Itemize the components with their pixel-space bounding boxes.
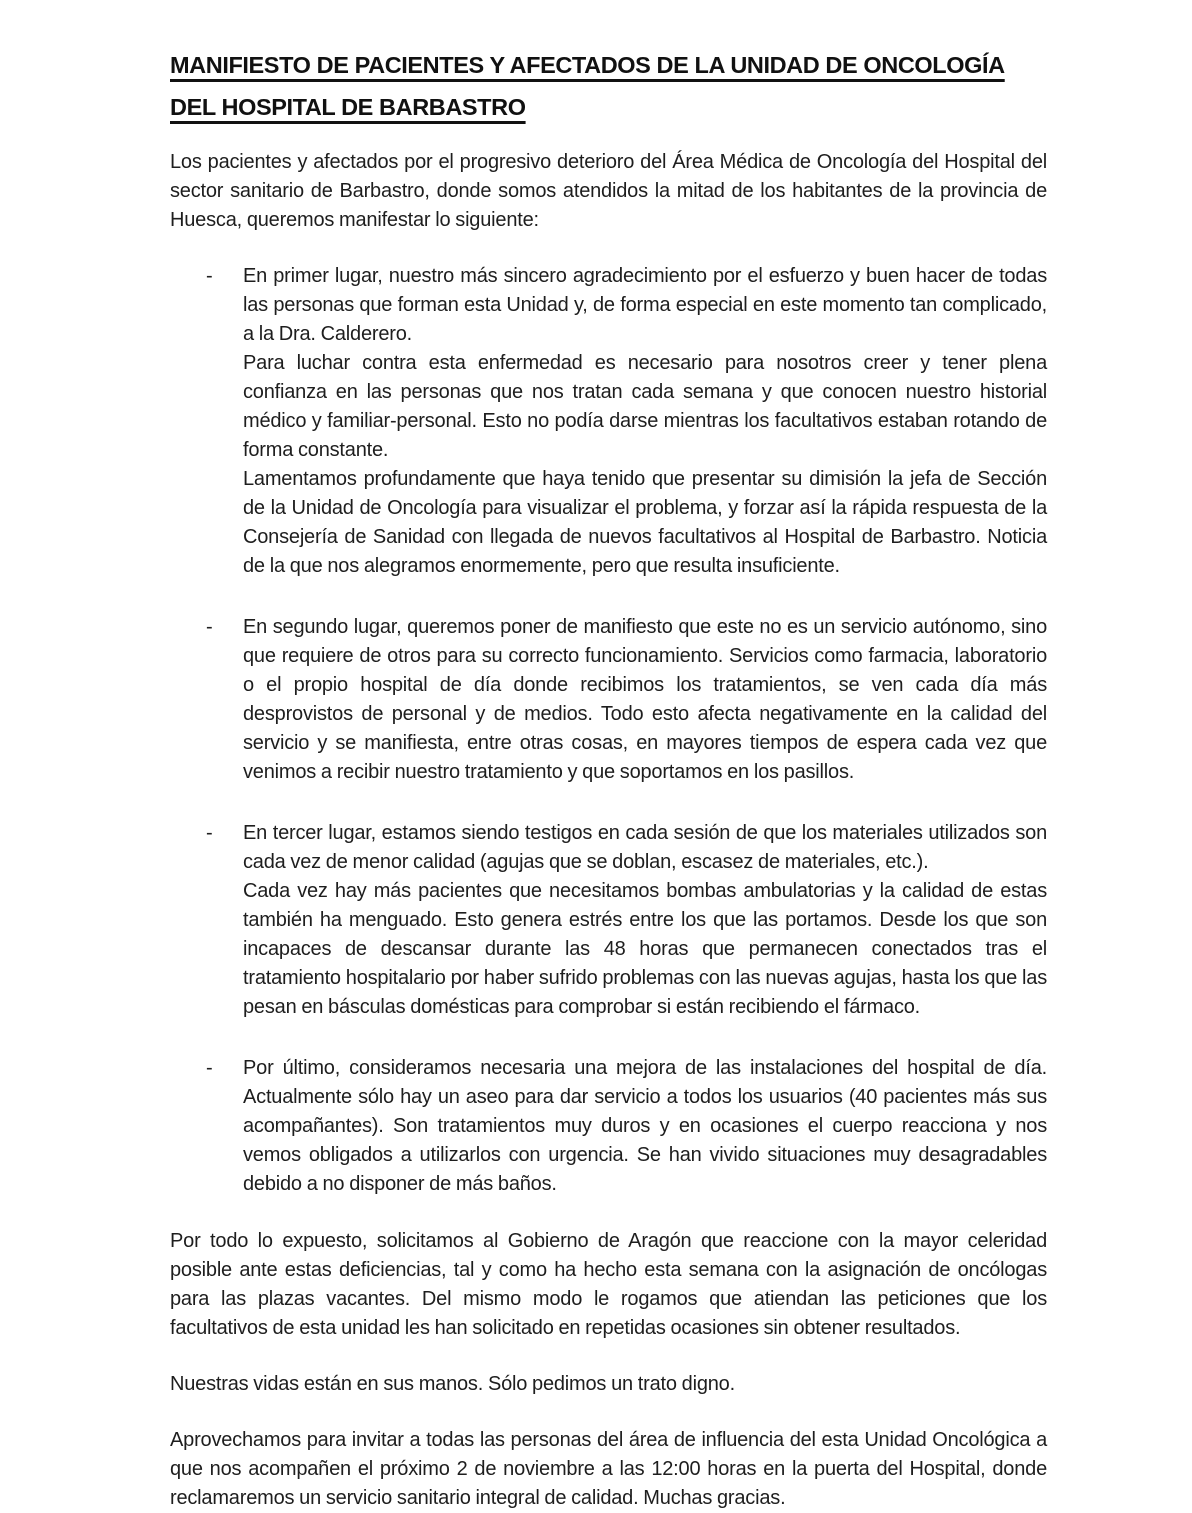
list-item xyxy=(170,262,1047,581)
bullet-marker: - xyxy=(206,265,213,287)
list-item-paragraph: Por último, consideramos necesaria una mejora de las instalaciones del hospital de día. Actualmente sólo hay un aseo para dar servicio a todos los usuarios (40 pacientes más sus acompañantes). Son tratamientos muy duros y en ocasiones el cuerpo reacciona y nos vemos obligados a utilizarlos con urgencia. Se han vivido situaciones muy desagradables debido a no disponer de más baños. xyxy=(243,1057,1047,1195)
document-body xyxy=(170,148,1047,1513)
list-item-body xyxy=(243,262,1047,581)
closing-section xyxy=(170,1227,1047,1513)
closing-paragraph: Aprovechamos para invitar a todas las personas del área de influencia del esta Unidad Oncológica a que nos acompañen el próximo 2 de noviembre a las 12:00 horas en la puerta del Hospital, donde reclamaremos un servicio sanitario integral de calidad. Muchas gracias. xyxy=(170,1429,1047,1509)
list-item-body xyxy=(243,613,1047,787)
closing-paragraph: Por todo lo expuesto, solicitamos al Gobierno de Aragón que reaccione con la mayor celeridad posible ante estas deficiencias, tal y como ha hecho esta semana con la asignación de oncólogas para las plazas vacantes. Del mismo modo le rogamos que atiendan las peticiones que los facultativos de esta unidad les han solicitado en repetidas ocasiones sin obtener resultados. xyxy=(170,1230,1047,1339)
list-item xyxy=(170,1054,1047,1199)
list-item xyxy=(170,613,1047,787)
bullet-marker: - xyxy=(206,822,213,844)
list-item-paragraph: En tercer lugar, estamos siendo testigos en cada sesión de que los materiales utilizados son cada vez de menor calidad (agujas que se doblan, escasez de materiales, etc.). xyxy=(243,822,1047,873)
bullet-marker: - xyxy=(206,1057,213,1079)
list-item-paragraph: Cada vez hay más pacientes que necesitamos bombas ambulatorias y la calidad de estas también ha menguado. Esto genera estrés entre los que las portamos. Desde los que son incapaces de descansar durante las 48 horas que permanecen conectados tras el tratamiento hospitalario por haber sufrido problemas con las nuevas agujas, hasta los que las pesan en básculas domésticas para comprobar si están recibiendo el fármaco. xyxy=(243,880,1047,1018)
title-line-1: MANIFIESTO DE PACIENTES Y AFECTADOS DE LA UNIDAD DE ONCOLOGÍA xyxy=(170,52,1005,78)
list-item-paragraph: En segundo lugar, queremos poner de manifiesto que este no es un servicio autónomo, sino que requiere de otros para su correcto funcionamiento. Servicios como farmacia, laboratorio o el propio hospital de día donde recibimos los tratamientos, se ven cada día más desprovistos de personal y de medios. Todo esto afecta negativamente en la calidad del servicio y se manifiesta, entre otras cosas, en mayores tiempos de espera cada vez que venimos a recibir nuestro tratamiento y que soportamos en los pasillos. xyxy=(243,616,1047,783)
closing-paragraph: Nuestras vidas están en sus manos. Sólo pedimos un trato digno. xyxy=(170,1373,735,1395)
bullet-marker: - xyxy=(206,616,213,638)
list-item xyxy=(170,819,1047,1022)
list-item-body xyxy=(243,1054,1047,1199)
list-item-paragraph: Lamentamos profundamente que haya tenido que presentar su dimisión la jefa de Sección de la Unidad de Oncología para visualizar el problema, y forzar así la rápida respuesta de la Consejería de Sanidad con llegada de nuevos facultativos al Hospital de Barbastro. Noticia de la que nos alegramos enormemente, pero que resulta insuficiente. xyxy=(243,468,1047,577)
list-item-paragraph: En primer lugar, nuestro más sincero agradecimiento por el esfuerzo y buen hacer de todas las personas que forman esta Unidad y, de forma especial en este momento tan complicado, a la Dra. Calderero. xyxy=(243,265,1047,345)
title-line-2: DEL HOSPITAL DE BARBASTRO xyxy=(170,94,526,120)
list-item-paragraph: Para luchar contra esta enfermedad es necesario para nosotros creer y tener plena confianza en las personas que nos tratan cada semana y que conocen nuestro historial médico y familiar-personal. Esto no podía darse mientras los facultativos estaban rotando de forma constante. xyxy=(243,352,1047,461)
bullet-list xyxy=(170,262,1047,1199)
document-title xyxy=(170,44,1047,128)
list-item-body xyxy=(243,819,1047,1022)
intro-paragraph: Los pacientes y afectados por el progresivo deterioro del Área Médica de Oncología del Hospital del sector sanitario de Barbastro, donde somos atendidos la mitad de los habitantes de la provincia de Huesca, queremos manifestar lo siguiente: xyxy=(170,151,1047,231)
